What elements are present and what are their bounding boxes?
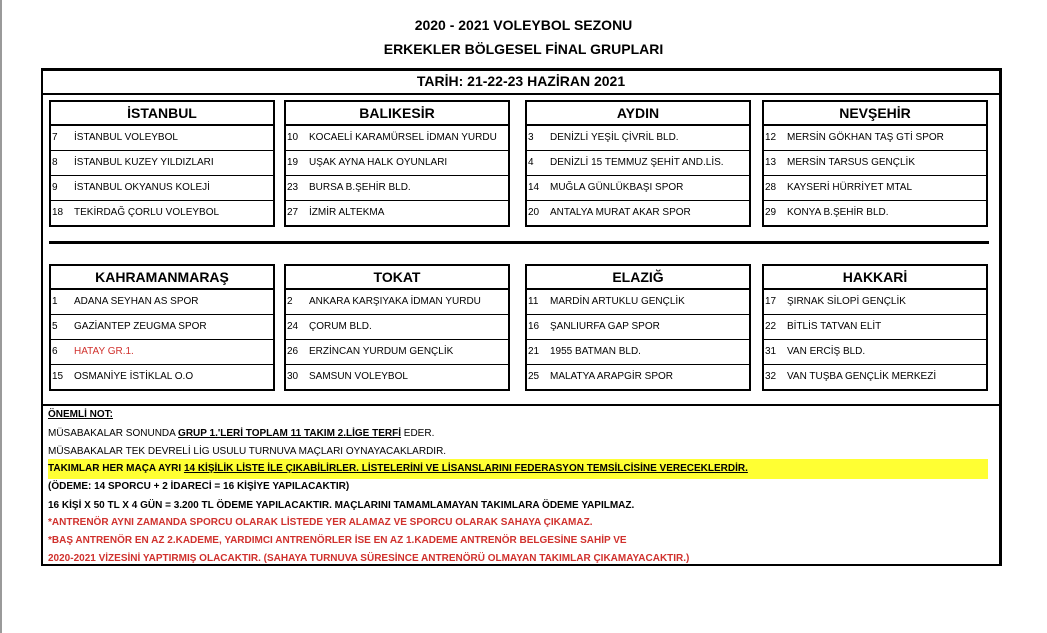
team-number: 8 bbox=[52, 157, 58, 168]
team-number: 23 bbox=[287, 182, 299, 193]
notes-divider bbox=[43, 404, 999, 406]
team-name: TEKİRDAĞ ÇORLU VOLEYBOL bbox=[74, 207, 220, 218]
group-title: TOKAT bbox=[286, 266, 508, 290]
team-name: ANKARA KARŞIYAKA İDMAN YURDU bbox=[309, 296, 481, 307]
date-divider bbox=[43, 93, 999, 95]
note-text: MÜSABAKALAR SONUNDA bbox=[48, 428, 179, 439]
team-number: 14 bbox=[528, 182, 540, 193]
team-name: ADANA SEYHAN AS SPOR bbox=[74, 296, 199, 307]
team-number: 22 bbox=[765, 321, 777, 332]
team-name: DENİZLİ 15 TEMMUZ ŞEHİT AND.LİS. bbox=[550, 157, 724, 168]
note-format: MÜSABAKALAR TEK DEVRELİ LİG USULU TURNUVA MAÇLARI OYNAYACAKLARDIR. bbox=[48, 446, 447, 457]
group-tokat bbox=[284, 264, 510, 391]
team-row bbox=[286, 176, 508, 201]
group-title: İSTANBUL bbox=[51, 102, 273, 126]
tournament-date: TARİH: 21-22-23 HAZİRAN 2021 bbox=[416, 73, 626, 89]
group-istanbul bbox=[49, 100, 275, 227]
team-name: MERSİN TARSUS GENÇLİK bbox=[787, 157, 915, 168]
team-name: HATAY GR.1. bbox=[74, 346, 134, 357]
team-name: ANTALYA MURAT AKAR SPOR bbox=[550, 207, 691, 218]
group-title: KAHRAMANMARAŞ bbox=[51, 266, 273, 290]
note-emphasis: 14 KİŞİLİK LİSTE İLE ÇIKABİLİRLER. LİSTELERİNİ VE LİSANSLARINI FEDERASYON TEMSİLCİSİNE VERECEKLERDİR. bbox=[183, 463, 748, 474]
team-row bbox=[527, 290, 749, 315]
team-row bbox=[286, 201, 508, 225]
group-title: AYDIN bbox=[527, 102, 749, 126]
team-name: GAZİANTEP ZEUGMA SPOR bbox=[74, 321, 207, 332]
team-row bbox=[51, 340, 273, 365]
team-number: 18 bbox=[52, 207, 64, 218]
note-coach-license: *BAŞ ANTRENÖR EN AZ 2.KADEME, YARDIMCI ANTRENÖRLER İSE EN AZ 1.KADEME ANTRENÖR BELGESİNE SAHİP VE bbox=[48, 535, 627, 546]
note-payment-people: (ÖDEME: 14 SPORCU + 2 İDARECİ = 16 KİŞİYE YAPILACAKTIR) bbox=[48, 481, 350, 492]
team-number: 5 bbox=[52, 321, 58, 332]
team-number: 9 bbox=[52, 182, 58, 193]
document-title: 2020 - 2021 VOLEYBOL SEZONU bbox=[414, 17, 633, 33]
team-number: 21 bbox=[528, 346, 540, 357]
team-row bbox=[527, 201, 749, 225]
team-number: 32 bbox=[765, 371, 777, 382]
team-number: 29 bbox=[765, 207, 777, 218]
team-number: 28 bbox=[765, 182, 777, 193]
group-aydin bbox=[525, 100, 751, 227]
team-number: 4 bbox=[528, 157, 534, 168]
team-number: 26 bbox=[287, 346, 299, 357]
team-name: ŞIRNAK SİLOPİ GENÇLİK bbox=[787, 296, 906, 307]
team-number: 30 bbox=[287, 371, 299, 382]
frame-border-right bbox=[999, 68, 1002, 566]
note-coach-player: *ANTRENÖR AYNI ZAMANDA SPORCU OLARAK LİSTEDE YER ALAMAZ VE SPORCU OLARAK SAHAYA ÇIKAMAZ. bbox=[48, 517, 593, 528]
team-name: MARDİN ARTUKLU GENÇLİK bbox=[550, 296, 685, 307]
team-name: İSTANBUL KUZEY YILDIZLARI bbox=[74, 157, 214, 168]
team-name: İSTANBUL OKYANUS KOLEJİ bbox=[74, 182, 210, 193]
group-title: BALIKESİR bbox=[286, 102, 508, 126]
team-row bbox=[527, 151, 749, 176]
team-row bbox=[51, 176, 273, 201]
frame-border-left bbox=[41, 68, 43, 566]
team-number: 11 bbox=[528, 296, 539, 307]
page-edge-rule bbox=[0, 0, 2, 633]
note-roster-highlight bbox=[48, 459, 988, 479]
team-number: 31 bbox=[765, 346, 777, 357]
team-number: 7 bbox=[52, 132, 58, 143]
team-row bbox=[286, 340, 508, 365]
group-elazig bbox=[525, 264, 751, 391]
team-number: 15 bbox=[52, 371, 64, 382]
team-row bbox=[51, 365, 273, 389]
team-name: KAYSERİ HÜRRİYET MTAL bbox=[787, 182, 913, 193]
team-row bbox=[286, 315, 508, 340]
team-name: ŞANLIURFA GAP SPOR bbox=[550, 321, 660, 332]
team-name: VAN TUŞBA GENÇLİK MERKEZİ bbox=[787, 371, 937, 382]
team-row bbox=[764, 201, 986, 225]
team-row bbox=[764, 176, 986, 201]
team-number: 25 bbox=[528, 371, 540, 382]
team-row bbox=[764, 315, 986, 340]
team-number: 12 bbox=[765, 132, 777, 143]
team-number: 10 bbox=[287, 132, 299, 143]
group-nevsehir bbox=[762, 100, 988, 227]
note-text: EDER. bbox=[401, 428, 435, 439]
group-title: ELAZIĞ bbox=[527, 266, 749, 290]
note-payment-amount: 16 KİŞİ X 50 TL X 4 GÜN = 3.200 TL ÖDEME YAPILACAKTIR. MAÇLARINI TAMAMLAMAYAN TAKIMLARA ÖDEME YAPILMAZ. bbox=[48, 500, 635, 511]
team-name: BİTLİS TATVAN ELİT bbox=[787, 321, 882, 332]
frame-border-bottom bbox=[41, 564, 1002, 566]
team-name: OSMANİYE İSTİKLAL O.O bbox=[74, 371, 194, 382]
team-name: İSTANBUL VOLEYBOL bbox=[74, 132, 178, 143]
team-name: MERSİN GÖKHAN TAŞ GTİ SPOR bbox=[787, 132, 944, 143]
team-name: VAN ERCİŞ BLD. bbox=[787, 346, 866, 357]
team-name: ÇORUM BLD. bbox=[309, 321, 372, 332]
team-name: MALATYA ARAPGİR SPOR bbox=[550, 371, 673, 382]
notes-heading bbox=[48, 409, 113, 420]
team-row bbox=[286, 151, 508, 176]
note-promotion bbox=[48, 428, 434, 439]
team-row bbox=[527, 176, 749, 201]
team-name: MUĞLA GÜNLÜKBAŞI SPOR bbox=[550, 182, 684, 193]
note-emphasis: GRUP 1.'LERİ TOPLAM 11 TAKIM 2.LİGE TERFİ bbox=[178, 428, 402, 439]
team-number: 16 bbox=[528, 321, 540, 332]
team-row bbox=[51, 290, 273, 315]
team-name: DENİZLİ YEŞİL ÇİVRİL BLD. bbox=[550, 132, 679, 143]
team-number: 27 bbox=[287, 207, 299, 218]
group-row-divider bbox=[49, 241, 989, 244]
team-row bbox=[527, 365, 749, 389]
team-number: 6 bbox=[52, 346, 58, 357]
team-row bbox=[527, 126, 749, 151]
document-subtitle: ERKEKLER BÖLGESEL FİNAL GRUPLARI bbox=[383, 41, 664, 57]
team-number: 13 bbox=[765, 157, 777, 168]
group-hakkari bbox=[762, 264, 988, 391]
team-name: SAMSUN VOLEYBOL bbox=[309, 371, 408, 382]
team-row bbox=[286, 290, 508, 315]
team-number: 17 bbox=[765, 296, 777, 307]
team-row bbox=[286, 365, 508, 389]
team-row bbox=[764, 151, 986, 176]
team-number: 24 bbox=[287, 321, 299, 332]
team-row bbox=[527, 315, 749, 340]
team-row bbox=[764, 290, 986, 315]
team-number: 3 bbox=[528, 132, 534, 143]
team-row bbox=[527, 340, 749, 365]
team-row bbox=[51, 151, 273, 176]
note-coach-visa: 2020-2021 VİZESİNİ YAPTIRMIŞ OLACAKTIR. (SAHAYA TURNUVA SÜRESİNCE ANTRENÖRÜ OLMAYAN TAKIMLAR ÇIKAMAYACAKTIR.) bbox=[48, 553, 690, 564]
note-text: TAKIMLAR HER MAÇA AYRI bbox=[48, 463, 184, 474]
team-name: BURSA B.ŞEHİR BLD. bbox=[309, 182, 411, 193]
notes-heading-text: ÖNEMLİ NOT: bbox=[48, 409, 113, 420]
team-row bbox=[51, 201, 273, 225]
team-row bbox=[51, 126, 273, 151]
team-name: KOCAELİ KARAMÜRSEL İDMAN YURDU bbox=[309, 132, 497, 143]
group-balikesir bbox=[284, 100, 510, 227]
team-row bbox=[764, 340, 986, 365]
team-name: İZMİR ALTEKMA bbox=[309, 207, 385, 218]
team-number: 20 bbox=[528, 207, 540, 218]
team-row bbox=[764, 365, 986, 389]
team-row bbox=[286, 126, 508, 151]
team-number: 19 bbox=[287, 157, 299, 168]
team-name: KONYA B.ŞEHİR BLD. bbox=[787, 207, 889, 218]
team-name: UŞAK AYNA HALK OYUNLARI bbox=[309, 157, 448, 168]
team-number: 2 bbox=[287, 296, 293, 307]
group-title: HAKKARİ bbox=[764, 266, 986, 290]
team-row bbox=[51, 315, 273, 340]
group-kahramanmaras bbox=[49, 264, 275, 391]
frame-border-top bbox=[41, 68, 1001, 71]
team-row bbox=[764, 126, 986, 151]
team-number: 1 bbox=[52, 296, 58, 307]
team-name: ERZİNCAN YURDUM GENÇLİK bbox=[309, 346, 454, 357]
group-title: NEVŞEHİR bbox=[764, 102, 986, 126]
team-name: 1955 BATMAN BLD. bbox=[550, 346, 641, 357]
